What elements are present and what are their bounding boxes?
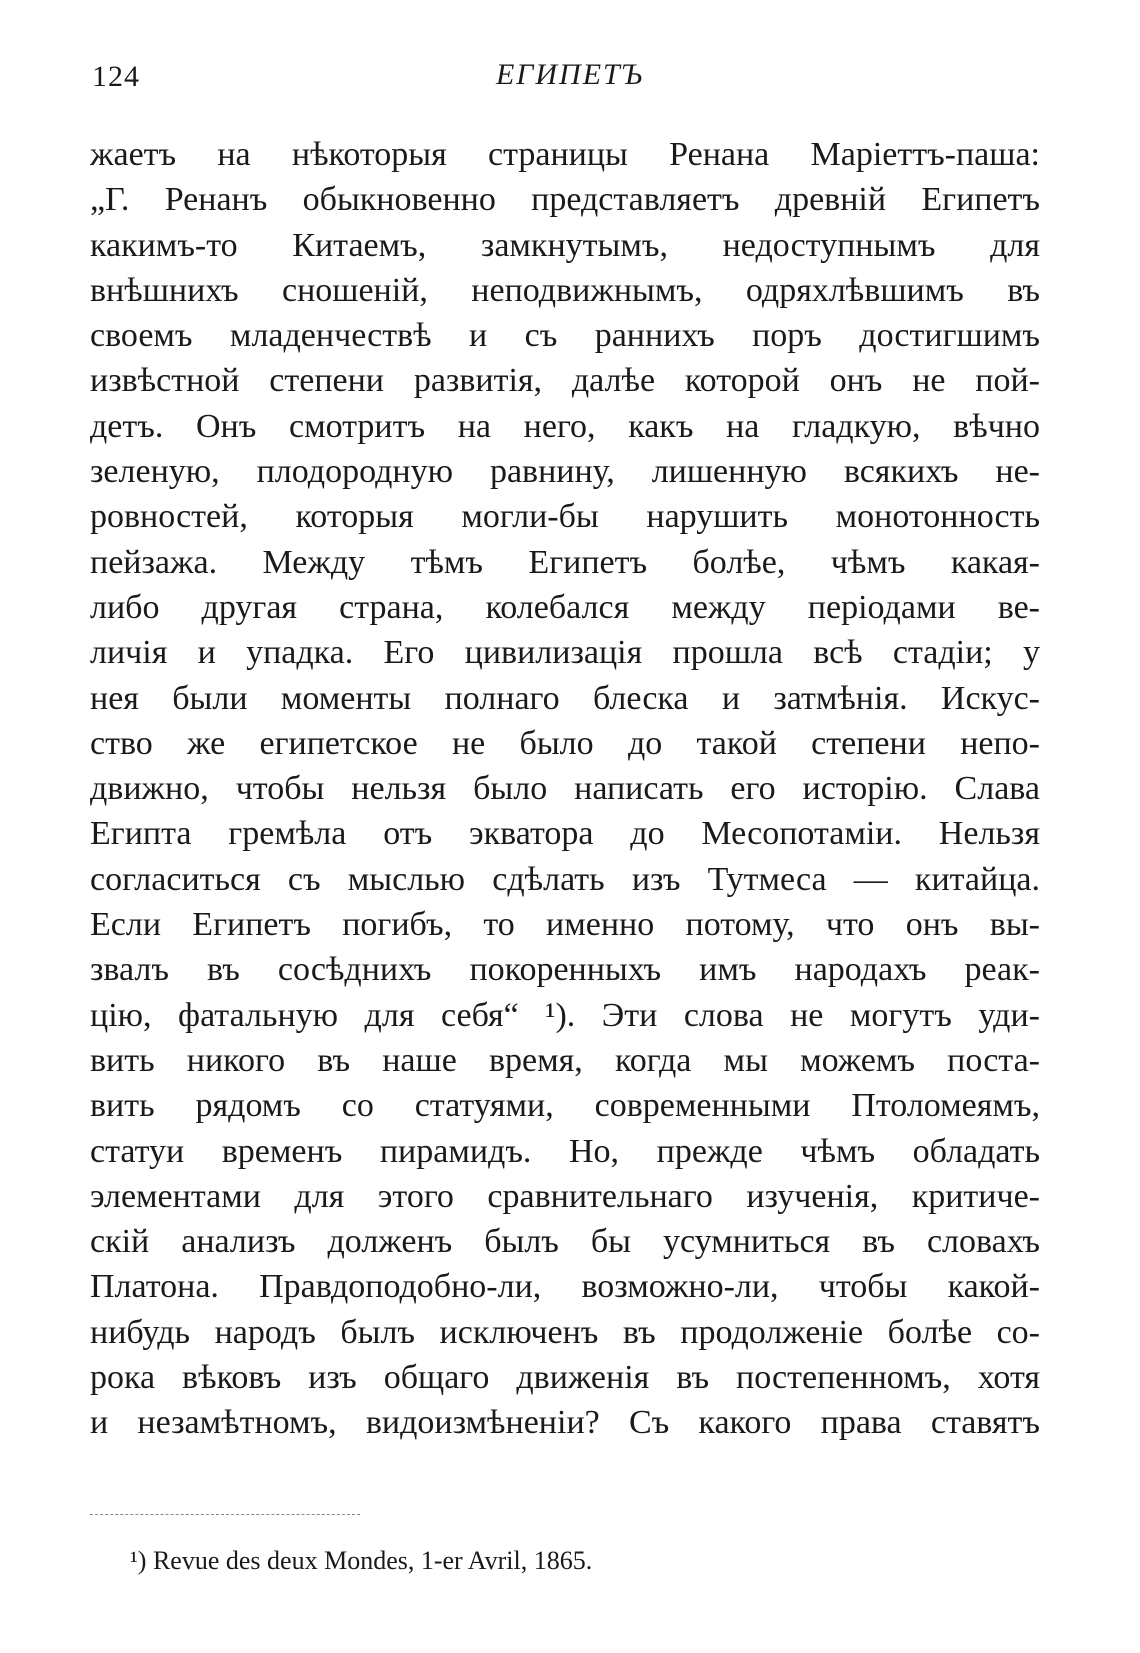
text-line: цію, фатальную для себя“ ¹). Эти слова не могутъ уди- bbox=[90, 996, 1040, 1034]
text-line: жаетъ на нѣкоторыя страницы Ренана Маріеттъ-паша: bbox=[90, 136, 1040, 173]
text-line: нибудь народъ былъ исключенъ въ продолженіе болѣе со- bbox=[90, 1313, 1040, 1351]
body-text bbox=[90, 132, 1040, 1446]
text-line: либо другая страна, колебался между періодами ве- bbox=[90, 588, 1040, 626]
running-head: ЕГИПЕТЪ bbox=[495, 58, 644, 91]
footnote-text: Revue des deux Mondes, 1-er Avril, 1865. bbox=[152, 1546, 593, 1575]
text-line: внѣшнихъ сношеній, неподвижнымъ, одряхлѣвшимъ въ bbox=[90, 271, 1040, 309]
text-line: нея были моменты полнаго блеска и затмѣнія. Искус- bbox=[90, 679, 1040, 717]
text-line: вить рядомъ со статуями, современными Птоломеямъ, bbox=[90, 1087, 1040, 1125]
text-line: статуи временъ пирамидъ. Но, прежде чѣмъ обладать bbox=[90, 1132, 1040, 1170]
text-line: Если Египетъ погибъ, то именно потому, что онъ вы- bbox=[90, 906, 1040, 944]
text-line: рока вѣковъ изъ общаго движенія въ постепенномъ, хотя bbox=[90, 1359, 1040, 1397]
text-line: элементами для этого сравнительнаго изученія, критиче- bbox=[90, 1177, 1040, 1215]
text-line: зеленую, плодородную равнину, лишенную всякихъ не- bbox=[90, 453, 1040, 491]
text-line: Египта гремѣла отъ экватора до Месопотаміи. Нельзя bbox=[90, 815, 1040, 853]
text-line: движно, чтобы нельзя было написать его исторію. Слава bbox=[90, 770, 1040, 808]
footnote-divider bbox=[90, 1514, 360, 1515]
text-line: звалъ въ сосѣднихъ покоренныхъ имъ народахъ реак- bbox=[90, 951, 1040, 989]
footnote-marker: ¹) bbox=[130, 1546, 147, 1575]
text-line: детъ. Онъ смотритъ на него, какъ на гладкую, вѣчно bbox=[90, 407, 1040, 445]
text-line: „Г. Ренанъ обыкновенно представляетъ древній Египетъ bbox=[90, 181, 1040, 219]
text-line: своемъ младенчествѣ и съ раннихъ поръ достигшимъ bbox=[90, 317, 1040, 355]
text-line: Платона. Правдоподобно-ли, возможно-ли, чтобы какой- bbox=[90, 1268, 1040, 1306]
text-line: и незамѣтномъ, видоизмѣненіи? Съ какого права ставятъ bbox=[90, 1404, 1040, 1442]
text-line: личія и упадка. Его цивилизація прошла всѣ стадіи; у bbox=[90, 634, 1040, 672]
footnote bbox=[130, 1546, 592, 1576]
text-line: согласиться съ мыслью сдѣлать изъ Тутмеса — китайца. bbox=[90, 860, 1040, 898]
text-line: пейзажа. Между тѣмъ Египетъ болѣе, чѣмъ какая- bbox=[90, 543, 1040, 581]
text-line: ство же египетское не было до такой степени непо- bbox=[90, 724, 1040, 762]
text-line: скій анализъ долженъ былъ бы усумниться въ словахъ bbox=[90, 1223, 1040, 1261]
text-line: какимъ-то Китаемъ, замкнутымъ, недоступнымъ для bbox=[90, 226, 1040, 264]
text-line: извѣстной степени развитія, далѣе которой онъ не пой- bbox=[90, 362, 1040, 400]
page-number: 124 bbox=[92, 60, 140, 93]
text-line: вить никого въ наше время, когда мы можемъ поста- bbox=[90, 1041, 1040, 1079]
text-line: ровностей, которыя могли-бы нарушить монотонность bbox=[90, 498, 1040, 536]
